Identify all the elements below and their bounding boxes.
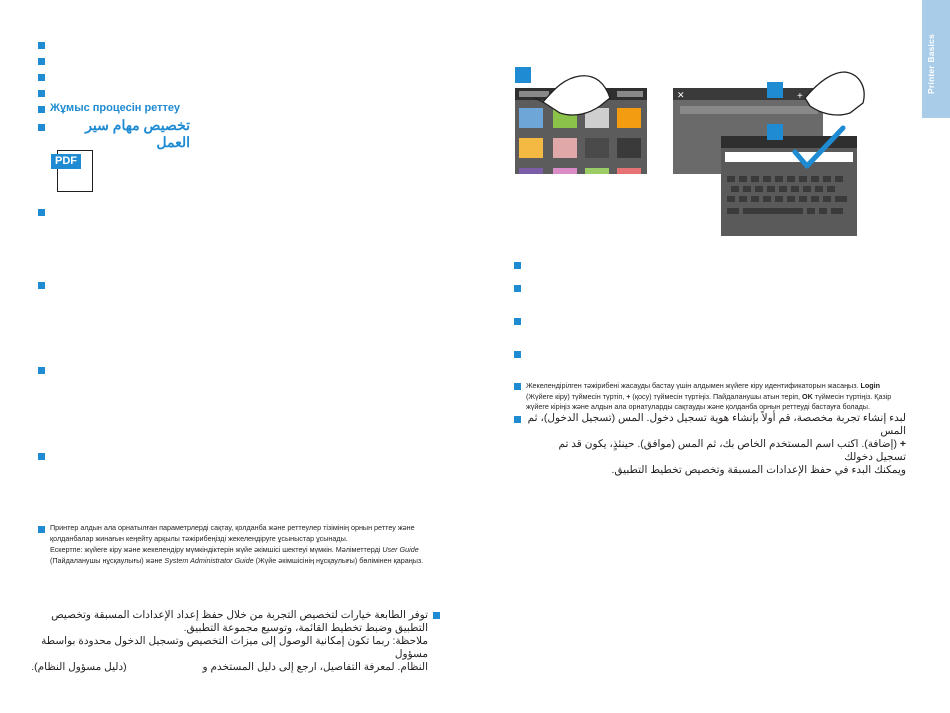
step-marker (767, 82, 783, 98)
ar-customize-paragraph (20, 609, 428, 674)
ar-login-paragraph (526, 412, 906, 477)
bullet-marker (433, 612, 440, 619)
kk-note-user-guide: User Guide (382, 545, 419, 554)
contact-icon (553, 138, 577, 158)
kk-ok-label: OK (802, 391, 813, 401)
ar-customize-text: توفر الطابعة خيارات لتخصيص التجربة من خلال حفظ إعداد الإعدادات المسبقة وتخصيص التطبيق وضبط تخطيط القائمة، وتوسيع مجموعة التطبيق. (51, 609, 428, 634)
bullet-marker (514, 285, 521, 292)
copy-app-icon (519, 108, 543, 128)
pdf-label: PDF (51, 154, 81, 169)
usb-icon (617, 108, 641, 128)
printer-icon (585, 138, 609, 158)
kk-note-admin-guide: System Administrator Guide (164, 555, 254, 565)
section-heading-ar: تخصيص مهام سير العمل (85, 117, 190, 150)
ar-login-line: ويمكنك البدء في حفظ الإعدادات المسبقة وتخصيص تخطيط التطبيق. (611, 464, 906, 476)
kk-login-text: Жекелендірілген тәжірибені жасауды бастау үшін алдымен жүйеге кіру идентификаторын жасаңыз. (526, 381, 861, 390)
pointing-hand-icon (805, 72, 864, 115)
ar-note-line: ملاحظة: ربما تكون إمكانية الوصول إلى ميزات التخصيص وتسجيل الدخول محدودة بواسطة مسؤول (41, 635, 428, 660)
ar-plus-label: + (899, 438, 906, 450)
bullet-marker (38, 90, 45, 97)
ar-login-line: لبدء إنشاء تجربة مخصصة، قم أولاً بإنشاء هوية تسجيل دخول. المس (تسجيل الدخول)، ثم المس (527, 412, 906, 437)
ar-login-line (526, 438, 906, 464)
ar-note-line (20, 661, 428, 674)
side-tab (922, 0, 950, 118)
bullet-marker (514, 318, 521, 325)
bullet-marker (38, 106, 45, 113)
illustration (505, 58, 875, 238)
kk-note (50, 545, 440, 566)
bullet-marker (38, 367, 45, 374)
plus-icon: + (797, 91, 803, 102)
bullet-marker (514, 383, 521, 390)
kk-note-text: Ескертпе: жүйеге кіру және жекелендіру мүмкіндіктерін жүйе әкімшісі шектеуі мүмкін. Мәліметтерді (50, 545, 383, 554)
kk-note-text: (Жүйе әкімшісінің нұсқаулығы) бөлімінен қараңыз. (253, 555, 424, 565)
bullet-marker (38, 58, 45, 65)
bullet-marker (38, 526, 45, 533)
bullet-marker (38, 453, 45, 460)
kk-login-label: Login (860, 381, 881, 390)
ar-note-text: (دليل مسؤول النظام). (31, 661, 127, 673)
kk-customize-paragraph (50, 523, 440, 566)
kk-plus-label: + (626, 391, 631, 401)
bullet-marker (514, 262, 521, 269)
settings-app-icon (617, 138, 641, 158)
bullet-marker (38, 42, 45, 49)
kk-login-text: (қосу) түймесін түртіңіз. Пайдаланушы атын теріп, (630, 391, 803, 401)
kk-login-text: (Жүйеге кіру) түймесін түртіп, (526, 391, 627, 401)
section-heading-kk: Жұмыс процесін реттеу (50, 102, 181, 114)
bullet-marker (38, 282, 45, 289)
kk-login-text: түймесін түртіңіз. Қазір жүйеге кіріңіз және алдын ала орнатуларды сақтауды және қолданба орнын реттеуді бастауға болады. (526, 391, 892, 411)
kk-customize-text: Принтер алдын ала орнатылған параметрлерді сақтау, қолданба және реттеулер тізімінің орнын реттеу және қолданбалар жинағын кеңейту арқылы тәжірибеңізді жекелендіруге ұсыныстар ұсынады. (50, 523, 415, 543)
ar-note-text: النظام. لمعرفة التفاصيل، ارجع إلى دليل المستخدم و (202, 661, 428, 673)
side-tab-label: Printer Basics (926, 34, 936, 94)
keyboard-icon (721, 136, 857, 236)
bullet-marker (38, 124, 45, 131)
close-icon: ✕ (677, 90, 685, 100)
bullet-marker (514, 351, 521, 358)
step-marker (767, 124, 783, 140)
bullet-marker (38, 74, 45, 81)
kk-note-text: (Пайдаланушы нұсқаулығы) және (50, 555, 165, 565)
step-marker (515, 67, 531, 83)
bullet-marker (38, 209, 45, 216)
kk-login-paragraph (526, 381, 906, 413)
bullet-marker (514, 416, 521, 423)
ar-login-text: (إضافة). اكتب اسم المستخدم الخاص بك، ثم المس (موافق). حينئذٍ، يكون قد تم تسجيل دخولك (558, 438, 906, 463)
envelope-icon (519, 138, 543, 158)
